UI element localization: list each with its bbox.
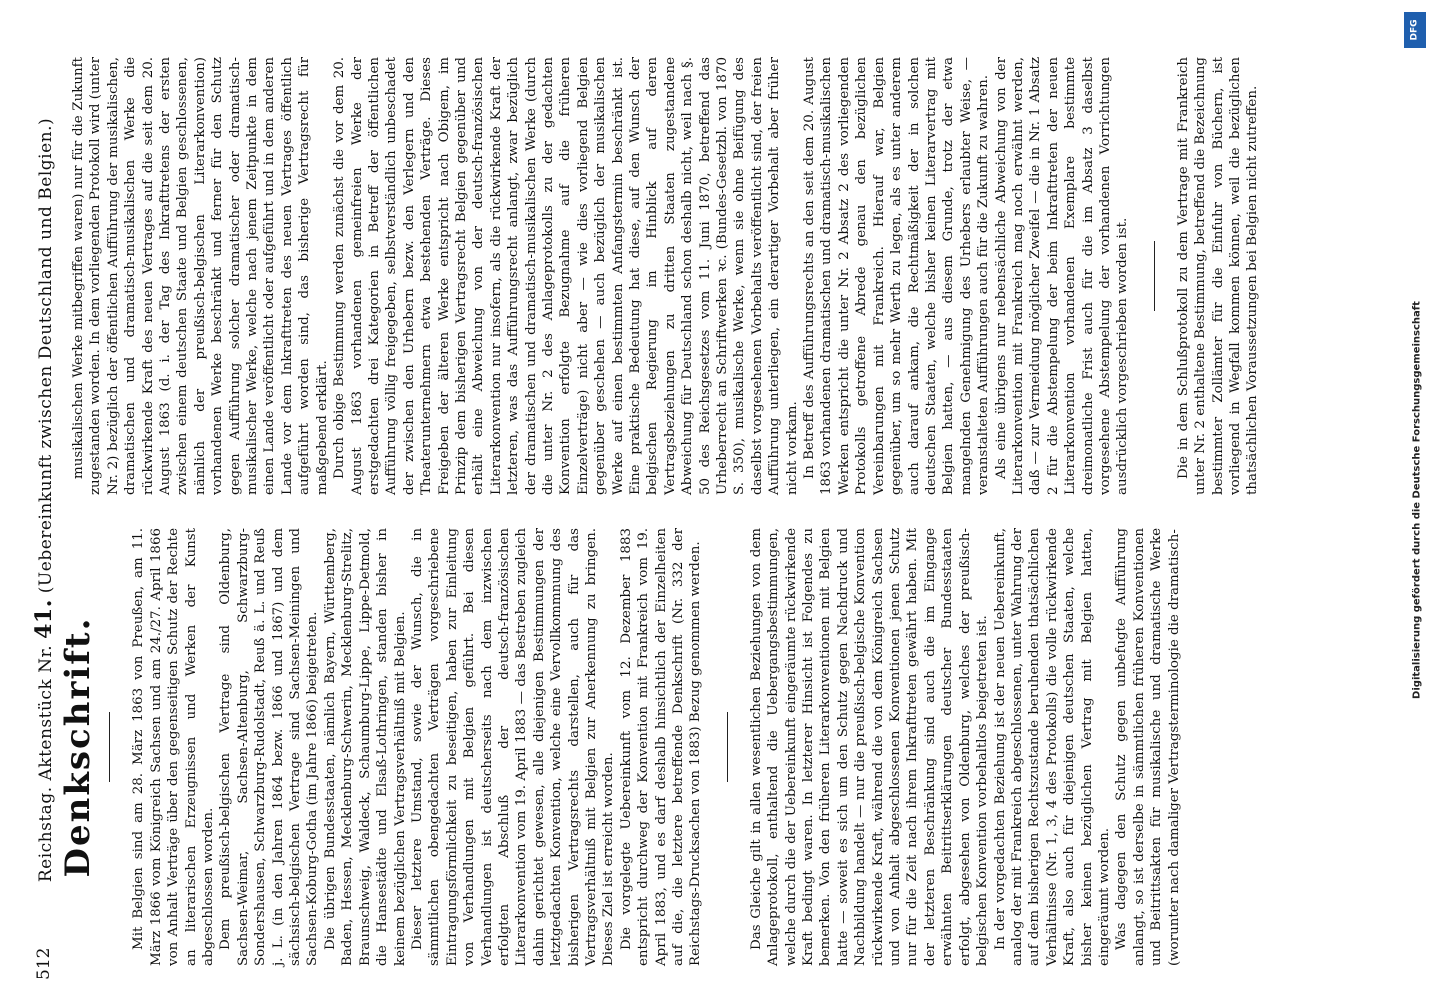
page-number: 512: [34, 947, 54, 980]
dfg-logo: DFG: [1404, 12, 1426, 48]
page-header: [32, 20, 56, 980]
digitization-credit: Digitalisierung gefördert durch die Deutsche Forschungsgemeinschaft: [1411, 301, 1423, 699]
section-rule: [727, 712, 728, 782]
header-title: [32, 20, 58, 980]
paragraph: musikalischen Werke mitbegriffen waren) nur für die Zukunft zugestanden worden. In dem vorliegenden Protokoll wird (unter Nr. 2) bezüglich der öffentlichen Aufführung der musikalischen, dramatischen und dramatisch-musikalischen Werke die rückwirkende Kraft des neuen Vertrages auf die seit dem 20. August 1863 (d. i. der Tag des Inkrafttretens der ersten zwischen einem deutschen Staate und Belgien geschlossenen, nämlich der preußisch-belgischen Literarkonvention) vorhandenen Werke beschränkt und ferner für den Schutz gegen Aufführung solcher dramatischer oder dramatisch-musikalischer Werke, welche nach jenem Zeitpunkte in dem einen Lande veröffentlicht oder aufgeführt und in dem anderen Lande vor dem Inkrafttreten des neuen Vertrages öffentlich aufgeführt worden sind, das bisherige Vertragsrecht für maßgebend erklärt.: [71, 57, 330, 495]
header-number: 41.: [31, 599, 57, 639]
paragraph: Dem preußisch-belgischen Vertrage sind Oldenburg, Sachsen-Weimar, Sachsen-Altenburg, Schwarzburg-Sondershausen, Schwarzburg-Rudolstadt, Reuß ä. L. und Reuß j. L. (in den Jahren 1864 bezw. 1866 und 1867) und dem sächsisch-belgischen Vertrage sind Sachsen-Meiningen und Sachsen-Koburg-Gotha (im Jahre 1866) beigetreten.: [218, 528, 321, 966]
paragraph: Dieser letztere Umstand, sowie der Wunsch, die in sämmtlichen obengedachten Verträgen vorgeschriebene Eintragungsförmlichkeit zu beseitigen, haben zur Einleitung von Verhandlungen mit Belgien geführt. Bei diesen Verhandlungen ist deutscherseits nach dem inzwischen erfolgten Abschluß der deutsch-französischen Literarkonvention vom 19. April 1883 — das Bestreben zugleich dahin gerichtet gewesen, alle diejenigen Bestimmungen der letztgedachten Konvention, welche eine Vervollkommnung des bisherigen Vertragsrechts darstellen, auch für das Vertragsverhältniß mit Belgien zur Anerkennung zu bringen. Dieses Ziel ist erreicht worden.: [409, 528, 617, 966]
digitization-sidebar: [1404, 0, 1430, 1000]
header-right: (Uebereinkunft zwischen Deutschland und Belgien.): [36, 117, 56, 594]
paragraph: Die vorgelegte Uebereinkunft vom 12. Dezember 1883 entspricht durchweg der Konvention mit Frankreich vom 19. April 1883, und es darf deshalb hinsichtlich der Einzelheiten auf die, die letztere betreffende Denkschrift (Nr. 332 der Reichstags-Drucksachen von 1883) Bezug genommen werden.: [618, 528, 704, 966]
paragraph: Das Gleiche gilt in allen wesentlichen Beziehungen von dem Anlageprotokoll, enthaltend die Uebergangsbestimmungen, welche durch die der Uebereinkunft eingeräumte rückwirkende Kraft bedingt waren. In letzterer Hinsicht ist Folgendes zu bemerken. Von den früheren Literarkonventionen mit Belgien hatte — soweit es sich um den Schutz gegen Nachdruck und Nachbildung handelt — nur die preußisch-belgische Konvention rückwirkende Kraft, während die von dem Königreich Sachsen und von Anhalt abgeschlossenen Konventionen jenen Schutz nur für die Zeit nach ihrem Inkrafttreten gewährt haben. Mit der letzteren Beschränkung sind auch die im Eingange erwähnten Beitrittserklärungen deutscher Bundesstaaten erfolgt, abgesehen von Oldenburg, welches der preußisch-belgischen Konvention vorbehaltlos beigetreten ist.: [748, 528, 991, 966]
paragraph: Die übrigen Bundesstaaten, nämlich Bayern, Württemberg, Baden, Hessen, Mecklenburg-Schwerin, Mecklenburg-Strelitz, Braunschweig, Waldeck, Schaumburg-Lippe, Lippe-Detmold, die Hansestädte und Elsaß-Lothringen, standen bisher in keinem bezüglichen Vertragsverhältniß mit Belgien.: [322, 528, 408, 966]
paragraph: Was dagegen den Schutz gegen unbefugte Aufführung anlangt, so ist derselbe in sämmtlichen früheren Konventionen und Beitrittsakten für musikalische und dramatische Werke (worunter nach damaliger Vertragsterminologie die dramatisch-: [1114, 528, 1182, 966]
left-column: [58, 528, 1183, 966]
document-title: Denkschrift.: [58, 616, 98, 878]
paragraph: Durch obige Bestimmung werden zunächst die vor dem 20. August 1863 vorhandenen gemeinfreien Werke der erstgedachten drei Kategorien in Betreff der öffentlichen Aufführung völlig freigegeben, selbstverständlich unbeschadet der zwischen den Urhebern bezw. den Verlegern und den Theaterunternehmern etwa bestehenden Verträge. Dieses Freigeben der älteren Werke entspricht nach Obigem, im Prinzip dem bisherigen Vertragsrecht Belgien gegenüber und erhält eine Abweichung von der deutsch-französischen Literarkonvention nur insofern, als die rückwirkende Kraft der letzteren, was das Aufführungsrecht anlangt, zwar bezüglich der dramatischen und dramatisch-musikalischen Werke (durch die unter Nr. 2 des Anlageprotokolls zu der gedachten Konvention erfolgte Bezugnahme auf die früheren Einzelverträge) nicht aber — wie dies vorliegend Belgien gegenüber geschehen — auch bezüglich der musikalischen Werke auf einen bestimmten Anfangstermin beschränkt ist. Eine praktische Bedeutung hat diese, auf den Wunsch der belgischen Regierung im Hinblick auf deren Vertragsbeziehungen zu dritten Staaten zugestandene Abweichung für Deutschland schon deshalb nicht, weil nach §. 50 des Reichsgesetzes vom 11. Juni 1870, betreffend das Urheberrecht an Schriftwerken ꝛc. (Bundes-Gesetzbl. von 1870 S. 350), musikalische Werke, wenn sie ohne Beifügung des daselbst vorgesehenen Vorbehalts veröffentlicht sind, der freien Aufführung unterliegen, ein derartiger Vorbehalt aber früher nicht vorkam.: [332, 57, 800, 495]
paragraph: In Betreff des Aufführungsrechts an den seit dem 20. August 1863 vorhandenen dramatischen und dramatisch-musikalischen Werken entspricht die unter Nr. 2 Absatz 2 des vorliegenden Protokolls getroffene Abrede genau den bezüglichen Vereinbarungen mit Frankreich. Hierauf war, Belgien gegenüber, um so mehr Werth zu legen, als es unter anderem auch darauf ankam, die Rechtmäßigkeit der in solchen deutschen Staaten, welche bisher keinen Literarvertrag mit Belgien hatten, — aus diesem Grunde, trotz der etwa mangelnden Genehmigung des Urhebers erlaubter Weise, — veranstalteten Aufführungen auch für die Zukunft zu wahren.: [802, 57, 992, 495]
paragraph: Mit Belgien sind am 28. März 1863 von Preußen, am 11. März 1866 vom Königreich Sachsen und am 24./27. April 1866 von Anhalt Verträge über den gegenseitigen Schutz der Rechte an literarischen Erzeugnissen und Werken der Kunst abgeschlossen worden.: [131, 528, 217, 966]
paragraph: Als eine übrigens nur nebensächliche Abweichung von der Literarkonvention mit Frankreich mag noch erwähnt werden, daß — zur Vermeidung möglicher Zweifel — die in Nr. 1 Absatz 2 für die Abstempelung der beim Inkrafttreten der neuen Literarkonvention vorhandenen Exemplare bestimmte dreimonatliche Frist auch für die im Absatz 3 daselbst vorgesehene Abstempelung der vorhandenen Vorrichtungen ausdrücklich vorgeschrieben worden ist.: [993, 57, 1131, 495]
right-column: [70, 57, 1262, 495]
section-rule: [1154, 241, 1155, 311]
title-rule: [109, 712, 110, 782]
paragraph: In der vorgedachten Beziehung ist der neuen Uebereinkunft, analog der mit Frankreich abgeschlossenen, unter Wahrung der auf dem bisherigen Rechtszustande beruhenden thatsächlichen Verhältnisse (Nr. 1, 3, 4 des Protokolls) die volle rückwirkende Kraft, also auch für diejenigen deutschen Staaten, welche bisher keinen bezüglichen Vertrag mit Belgien hatten, eingeräumt worden.: [992, 528, 1112, 966]
paragraph: Die in dem Schlußprotokoll zu dem Vertrage mit Frankreich unter Nr. 2 enthaltene Bestimmung, betreffend die Bezeichnung bestimmter Zollämter für die Einfuhr von Büchern, ist vorliegend in Wegfall kommen können, weil die bezüglichen thatsächlichen Voraussetzungen bei Belgien nicht zutreffen.: [1175, 57, 1261, 495]
header-left: Reichstag. Aktenstück Nr.: [36, 644, 56, 883]
